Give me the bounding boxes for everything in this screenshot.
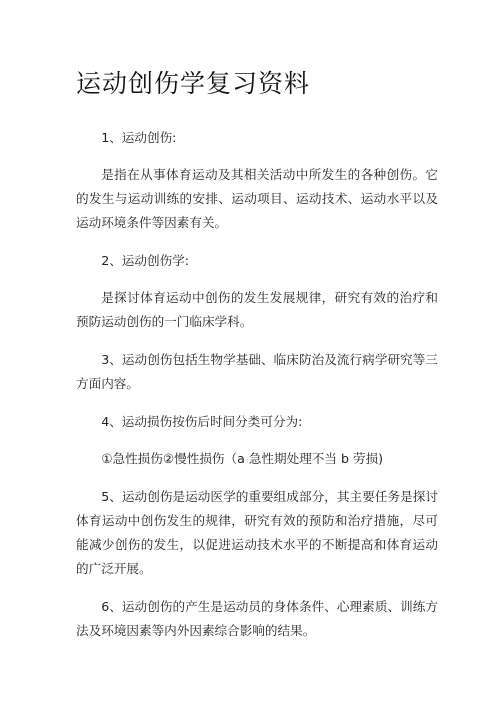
paragraph-4-body: ①急性损伤②慢性损伤（a 急性期处理不当 b 劳损) xyxy=(101,451,384,466)
paragraph-4-heading: 4、运动损伤按伤后时间分类可分为: xyxy=(101,414,303,429)
paragraph-2-heading: 2、运动创伤学: xyxy=(101,253,190,268)
paragraph-3: 3、运动创伤包括生物学基础、临床防治及流行病学研究等三方面内容。 xyxy=(76,352,438,391)
document-title: 运动创伤学复习资料 xyxy=(76,69,311,98)
paragraph-6: 6、运动创伤的产生是运动员的身体条件、心理素质、训练方法及环境因素等内外因素综合影响的结果。 xyxy=(76,599,438,638)
paragraph-5: 5、运动创伤是运动医学的重要组成部分，其主要任务是探讨体育运动中创伤发生的规律，研究有效的预防和治疗措施，尽可能减少创伤的发生，以促进运动技术水平的不断提高和体育运动的广泛开展。 xyxy=(76,489,438,576)
paragraph-1-body: 是指在从事体育运动及其相关活动中所发生的各种创伤。它的发生与运动训练的安排、运动项目、运动技术、运动水平以及运动环境条件等因素有关。 xyxy=(76,167,438,230)
paragraph-1-heading: 1、运动创伤: xyxy=(101,130,177,145)
paragraph-2-body: 是探讨体育运动中创伤的发生发展规律，研究有效的治疗和预防运动创伤的一门临床学科。 xyxy=(76,290,438,329)
